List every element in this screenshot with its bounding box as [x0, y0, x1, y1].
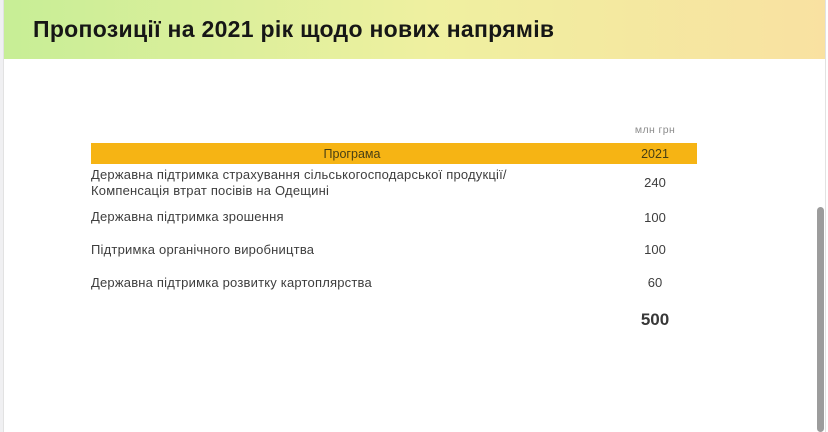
- program-label-line: Державна підтримка зрошення: [91, 209, 284, 225]
- total-row: [91, 305, 697, 335]
- program-value: 60: [647, 275, 663, 290]
- program-label: [91, 164, 613, 201]
- program-value: 100: [644, 209, 666, 225]
- program-label-line: Державна підтримка страхування сільськогосподарської продукції/: [91, 167, 507, 182]
- program-label: [91, 266, 613, 299]
- title-banner: [4, 0, 825, 59]
- slide-page: [3, 0, 826, 432]
- program-label-line: Компенсація втрат посівів на Одещині: [91, 182, 330, 198]
- program-label: [91, 201, 613, 233]
- header-program: Програма: [323, 146, 381, 161]
- table-row: [91, 201, 697, 233]
- table-row: [91, 266, 697, 299]
- program-label-line: Державна підтримка розвитку картоплярства: [91, 274, 372, 290]
- program-value: 240: [644, 175, 666, 190]
- total-value: 500: [640, 310, 670, 329]
- table-row: [91, 233, 697, 266]
- table-header-row: [91, 143, 697, 164]
- unit-label-row: [91, 124, 697, 136]
- program-label: [91, 233, 613, 266]
- page-title: Пропозиції на 2021 рік щодо нових напрямів: [33, 16, 555, 42]
- header-year: 2021: [641, 146, 669, 161]
- vertical-scrollbar-thumb[interactable]: [817, 207, 824, 432]
- program-value: 100: [644, 242, 666, 257]
- programs-table: [91, 60, 697, 335]
- table-row: [91, 164, 697, 201]
- unit-label: млн грн: [634, 124, 676, 136]
- program-label-line: Підтримка органічного виробництва: [91, 241, 315, 257]
